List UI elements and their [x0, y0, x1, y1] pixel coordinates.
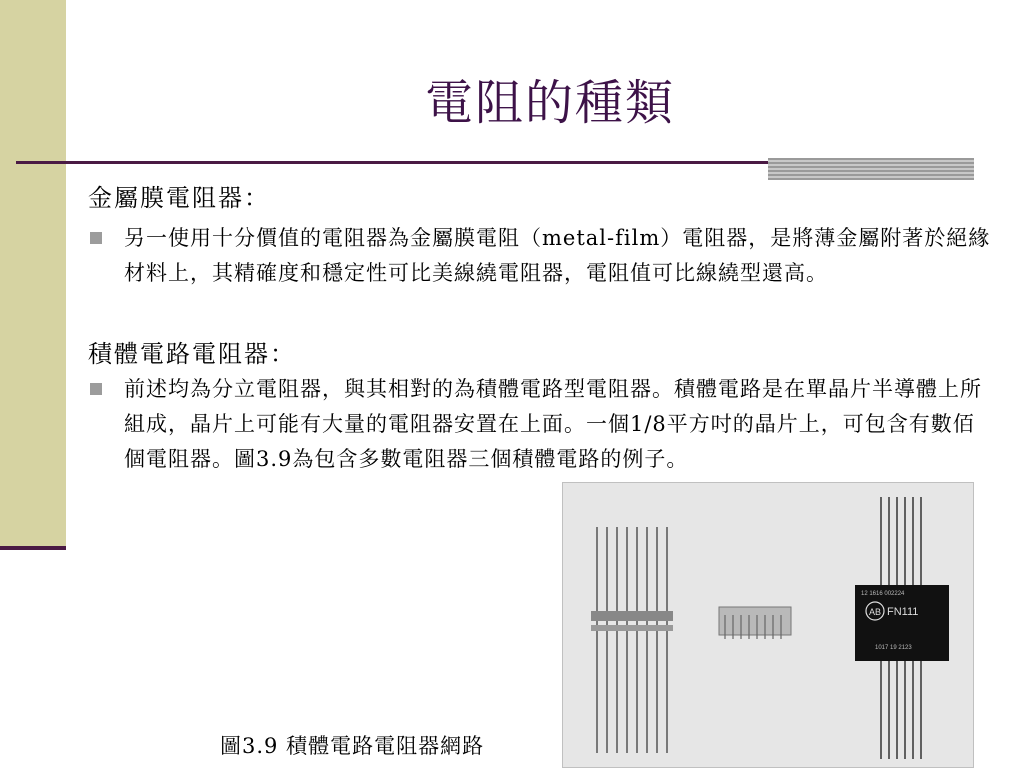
left-accent-bar [0, 0, 66, 546]
svg-text:1017 19 2123: 1017 19 2123 [875, 645, 912, 651]
left-accent-underline [0, 546, 66, 550]
title-divider-stripes [768, 158, 974, 180]
section2-paragraph: 前述均為分立電阻器，與其相對的為積體電路型電阻器。積體電路是在單晶片半導體上所組成，晶片上可能有大量的電阻器安置在上面。一個1/8平方吋的晶片上，可包含有數佰個電阻器。圖3.9為包含多數電阻器三個積體電路的例子。 [124, 377, 982, 471]
dip-resistor-network [719, 607, 791, 639]
svg-text:12 1616 002224: 12 1616 002224 [861, 591, 905, 597]
slide-title: 電阻的種類 [424, 75, 675, 131]
bullet-square-icon [90, 383, 102, 395]
figure-caption: 圖3.9 積體電路電阻器網路 [220, 734, 485, 758]
figure-photo [562, 482, 974, 768]
svg-text:FN111: FN111 [887, 606, 919, 618]
svg-text:AB: AB [868, 607, 882, 617]
section1-heading: 金屬膜電阻器： [88, 184, 270, 212]
section1-paragraph: 另一使用十分價值的電阻器為金屬膜電阻（metal-film）電阻器，是將薄金屬附著於絕緣材料上，其精確度和穩定性可比美線繞電阻器，電阻值可比線繞型還高。 [124, 226, 991, 285]
section2-heading: 積體電路電阻器： [88, 340, 296, 368]
bullet-square-icon [90, 232, 102, 244]
